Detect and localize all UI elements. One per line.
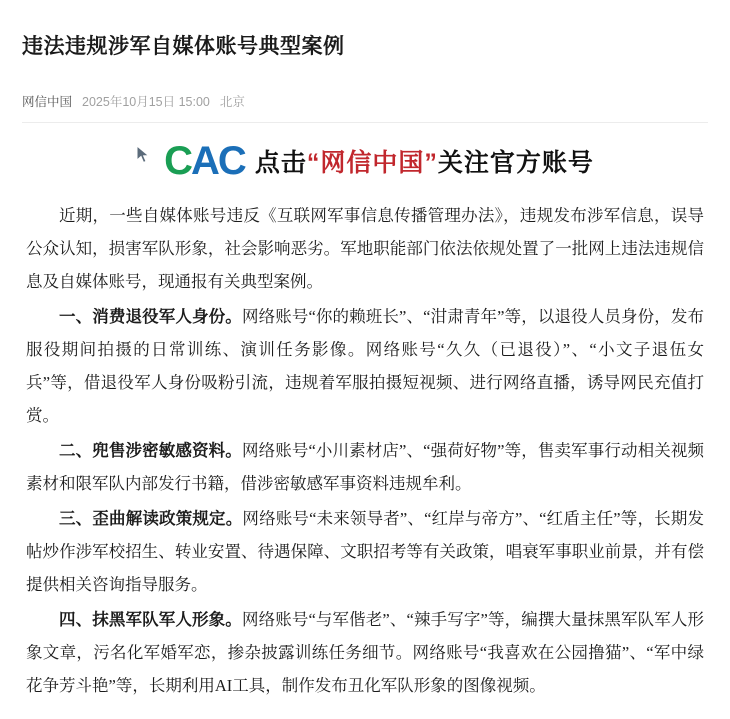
paragraph-lead: 三、歪曲解读政策规定。: [59, 508, 243, 528]
follow-banner[interactable]: [0, 123, 730, 195]
paragraph-text: 近期，一些自媒体账号违反《互联网军事信息传播管理办法》，违规发布涉军信息，误导公众认知，损害军队形象，社会影响恶劣。军地职能部门依法依规处置了一批网上违法违规信息及自媒体账号，现通报有关典型案例。: [26, 205, 704, 291]
page-title: 违法违规涉军自媒体账号典型案例: [22, 35, 345, 59]
mouse-cursor-icon: [136, 145, 152, 165]
article-meta: [0, 76, 730, 110]
paragraph-text: 网络账号“与军偕老”、“辣手写字”等，编撰大量抹黑军队军人形象文章，污名化军婚军恋，掺杂披露训练任务细节。网络账号“我喜欢在公园撸猫”、“军中绿花争芳斗艳”等，长期利用AI工具，制作发布丑化军队形象的图像视频。: [26, 609, 705, 695]
meta-datetime: 2025年10月15日 15:00: [82, 94, 210, 109]
cac-logo-letter-c2: C: [217, 138, 245, 183]
paragraph-lead: 四、抹黑军队军人形象。: [59, 609, 242, 629]
article-page: [0, 14, 730, 719]
paragraph: [26, 199, 704, 298]
banner-text-prefix: 点击: [254, 148, 307, 177]
paragraph: [26, 434, 704, 500]
paragraph-text: 网络账号“未来领导者”、“红岸与帝方”、“红盾主任”等，长期发帖炒作涉军校招生、转业安置、待遇保障、文职招考等有关政策，唱衰军事职业前景，并有偿提供相关咨询指导服务。: [26, 508, 704, 594]
paragraph-text: 网络账号“你的赖班长”、“泔肃青年”等，以退役人员身份，发布服役期间拍摄的日常训练、演训任务影像。网络账号“久久（已退役）”、“小文子退伍女兵”等，借退役军人身份吸粉引流，违规着军服拍摄短视频、进行网络直播，诱导网民充值打赏。: [26, 306, 705, 425]
meta-source: 网信中国: [22, 94, 73, 109]
cac-logo: [164, 138, 245, 183]
paragraph-lead: 二、兜售涉密敏感资料。: [59, 440, 242, 460]
paragraph: [26, 603, 704, 702]
meta-location: 北京: [219, 94, 245, 109]
article-body: [0, 195, 730, 702]
cac-logo-letter-a: A: [191, 138, 218, 183]
follow-banner-text: [255, 143, 594, 179]
paragraph-lead: 一、消费退役军人身份。: [59, 306, 242, 326]
paragraph: [26, 502, 704, 601]
banner-text-quoted: “网信中国”: [306, 148, 438, 177]
paragraph-text: 网络账号“小川素材店”、“强荷好物”等，售卖军事行动相关视频素材和限军队内部发行书籍，借涉密敏感军事资料违规牟利。: [26, 440, 705, 493]
paragraph: [26, 300, 704, 432]
banner-text-suffix: 关注官方账号: [437, 148, 594, 177]
cac-logo-letter-c1: C: [164, 138, 192, 183]
